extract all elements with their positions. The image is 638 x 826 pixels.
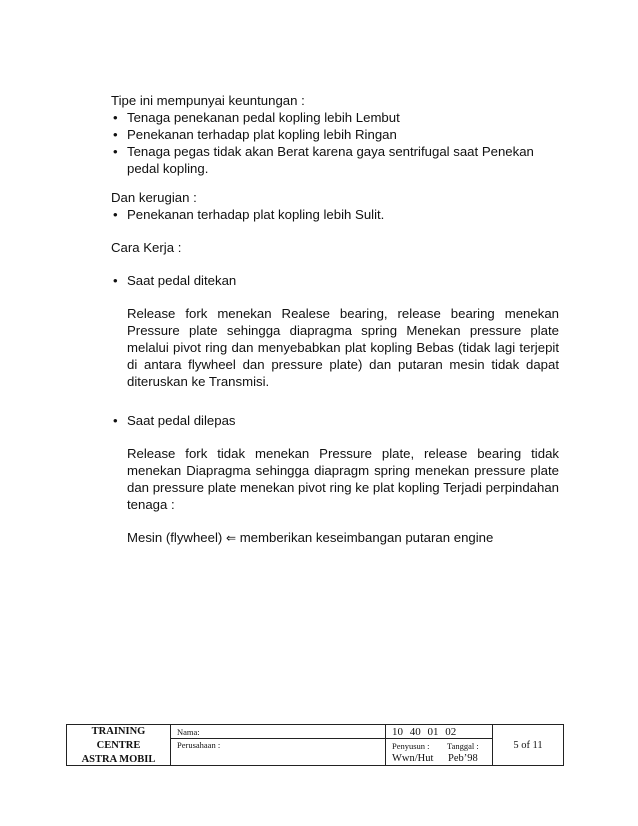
bullet-icon: • [113, 127, 118, 142]
bullet-icon: • [113, 413, 118, 428]
step2-title: • Saat pedal dilepas [113, 413, 236, 428]
bullet-icon: • [113, 273, 118, 288]
left-double-arrow-icon: ⇐ [225, 531, 237, 545]
engine-left-text: Mesin (flywheel) [127, 530, 223, 545]
bullet-icon: • [113, 144, 118, 159]
penyusun-label: Penyusun : [392, 741, 430, 751]
disadvantage-item: • Penekanan terhadap plat kopling lebih Sulit. [113, 207, 385, 222]
penyusun-value: Wwn/Hut [392, 753, 434, 764]
tanggal-value: Peb’98 [448, 753, 478, 764]
disadvantages-intro: Dan kerugian : [111, 190, 197, 205]
bullet-icon: • [113, 207, 118, 222]
engine-right-text: memberikan keseimbangan putaran engine [239, 530, 494, 545]
footer-table [66, 724, 564, 766]
perusahaan-label: Perusahaan : [177, 740, 221, 750]
footer-code-cell [386, 725, 493, 765]
document-code: 10 40 01 02 [392, 726, 457, 738]
page-number: 5 of 11 [513, 740, 543, 751]
advantages-intro: Tipe ini mempunyai keuntungan : [111, 93, 305, 108]
footer-organization: TRAINING CENTRE ASTRA MOBIL [67, 725, 171, 765]
step1-list [111, 272, 559, 289]
step2-list [111, 412, 559, 429]
bullet-icon: • [113, 110, 118, 125]
advantages-list [111, 109, 559, 177]
advantage-item: • Tenaga penekanan pedal kopling lebih Lembut [113, 110, 400, 125]
step1-paragraph: Release fork menekan Realese bearing, release bearing menekan Pressure plate sehingga diapragma spring Menekan pressure plate melalui pivot ring dan menyebabkan plat kopling Bebas (tidak lagi terjepit di antara flywheel dan pressure plate) dan putaran mesin tidak dapat diteruskan ke Transmisi. [127, 306, 559, 389]
footer-name-cell [171, 725, 386, 765]
engine-line [111, 529, 559, 547]
step1-title: • Saat pedal ditekan [113, 273, 237, 288]
advantage-item: • Penekanan terhadap plat kopling lebih Ringan [113, 127, 397, 142]
tanggal-label: Tanggal : [447, 741, 479, 751]
cara-kerja-heading: Cara Kerja : [111, 240, 182, 255]
advantage-item: • Tenaga pegas tidak akan Berat karena gaya sentrifugal saat Penekan pedal kopling. [113, 144, 534, 176]
step2-paragraph: Release fork tidak menekan Pressure plate, release bearing tidak menekan Diapragma sehingga diapragm spring menekan pressure plate dan pressure plate menekan pivot ring ke plat kopling Terjadi perpindahan tenaga : [127, 446, 559, 512]
document-body [111, 92, 559, 547]
disadvantages-list [111, 206, 559, 223]
nama-label: Nama: [177, 727, 200, 737]
